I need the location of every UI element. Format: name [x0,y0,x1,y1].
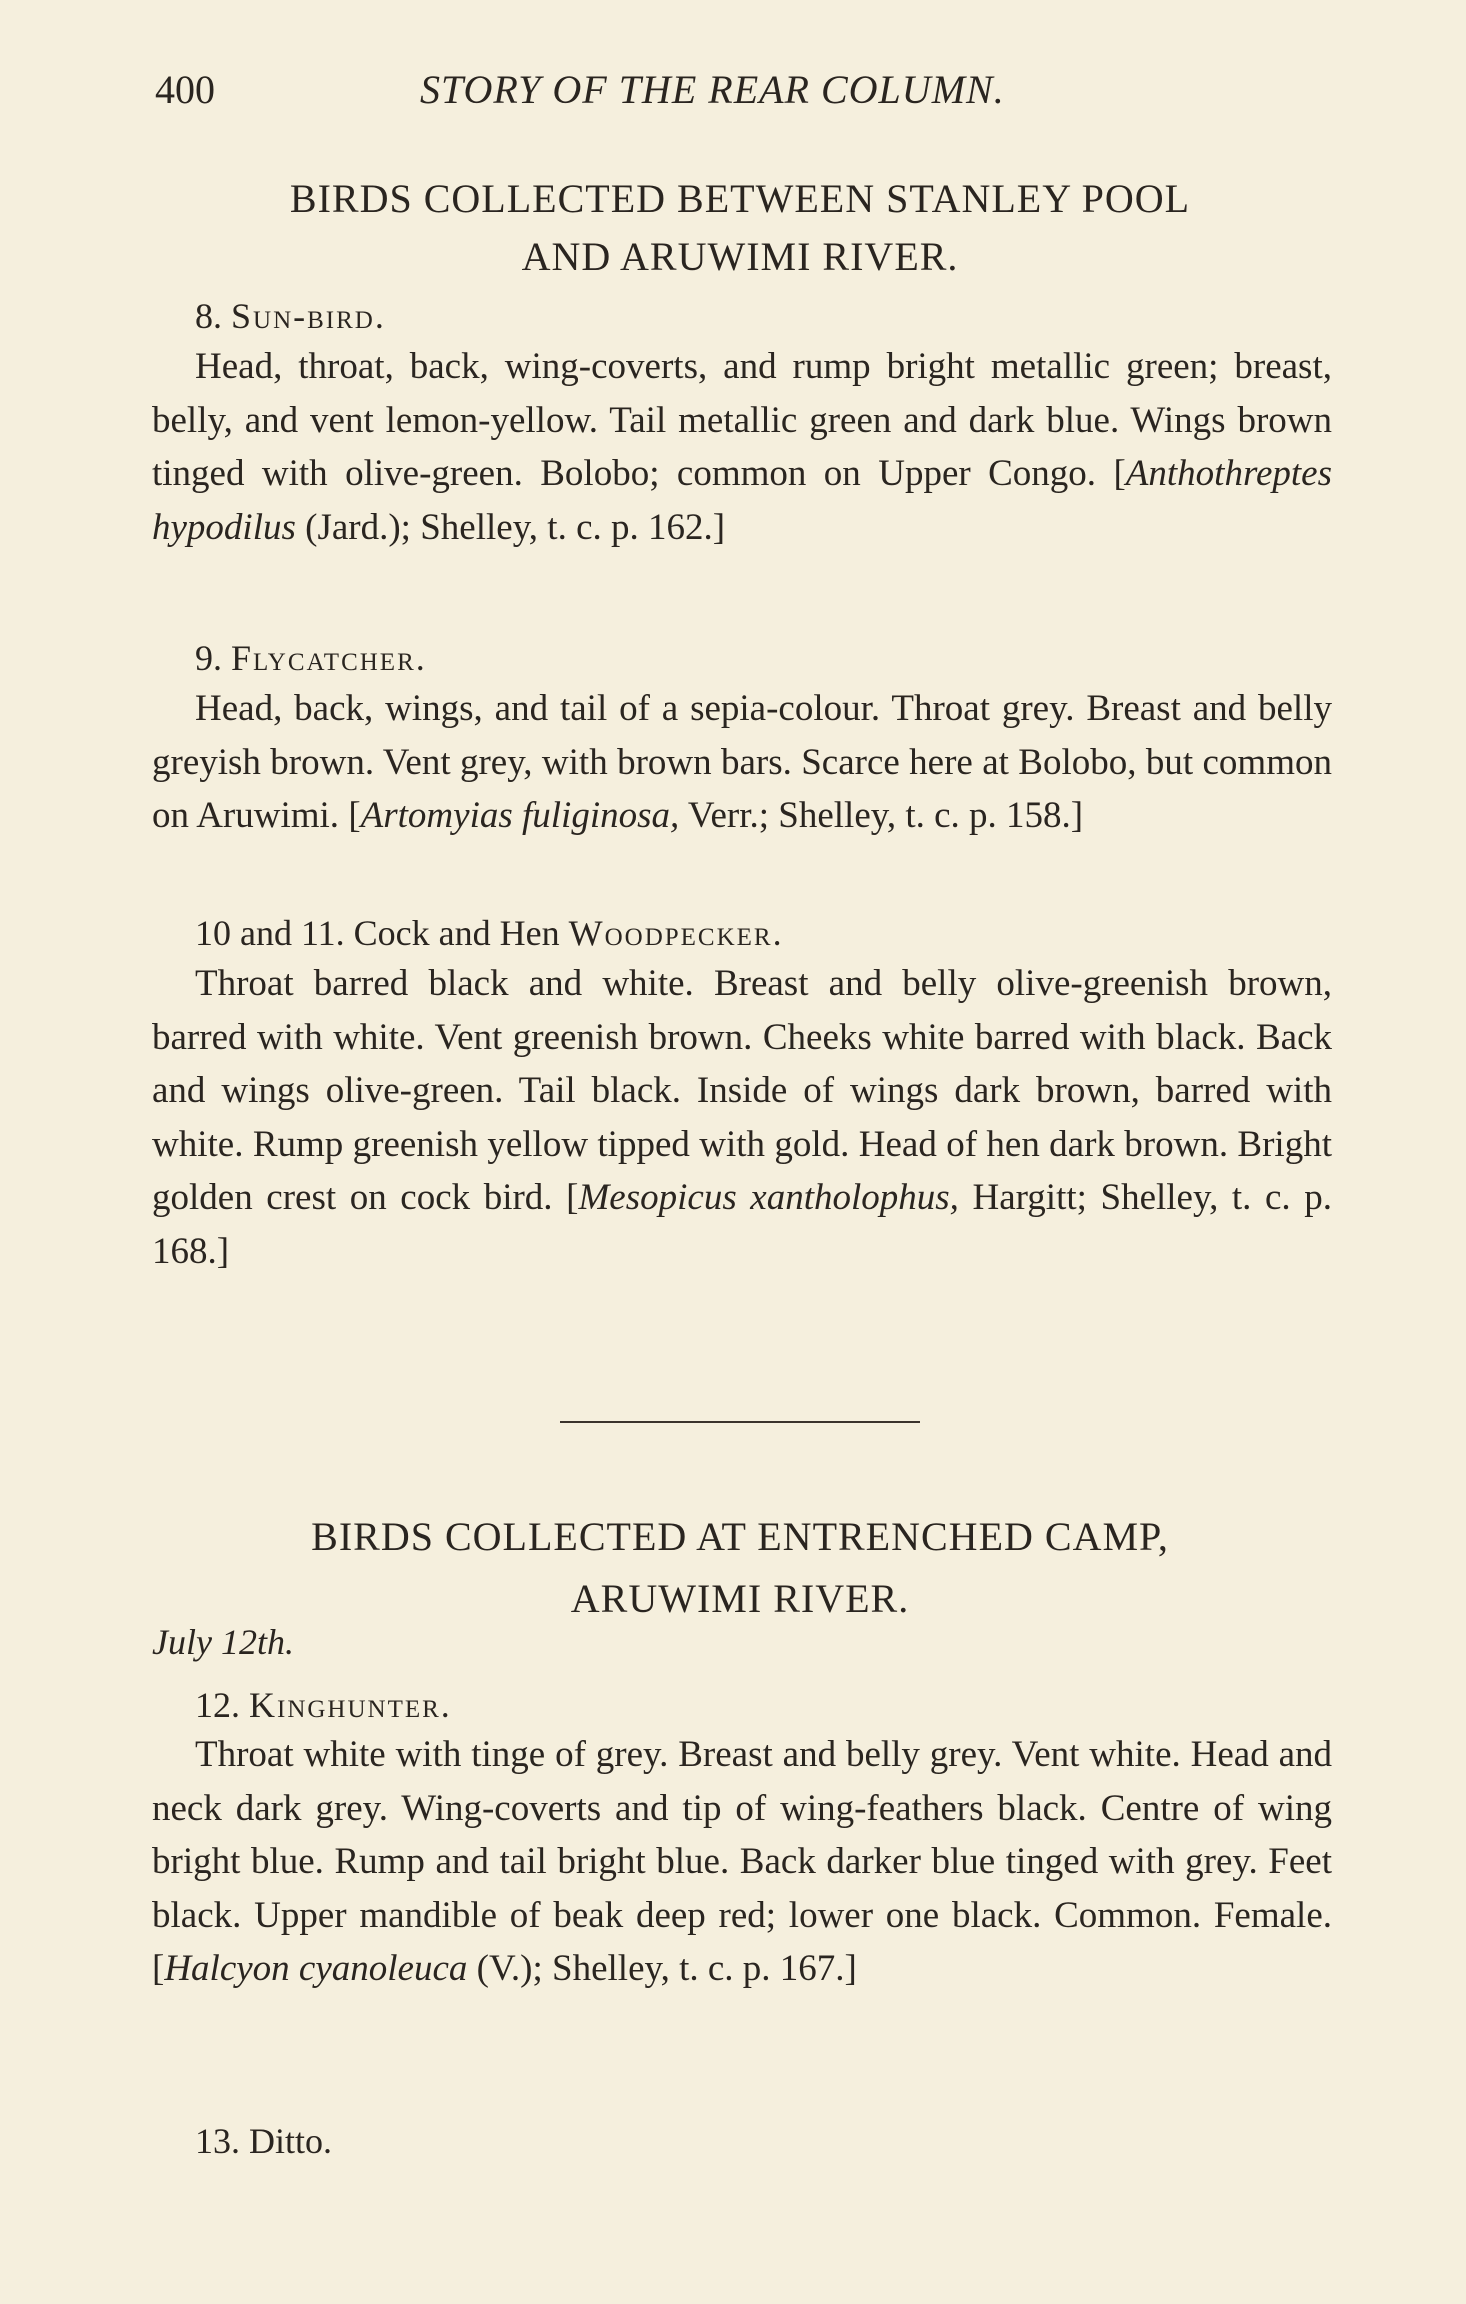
entry-description-sun-bird: Head, throat, back, wing-coverts, and rump bright metallic green; breast, belly, and vent lemon-yellow. Tail metallic green and dark blue. Wings brown tinged with olive-green. Bolobo; common on Upper Congo. [Anthothreptes hypodilus (Jard.); Shelley, t. c. p. 162.] [152,346,1333,548]
entry-name: Ditto. [249,2121,333,2161]
section-heading-entrenched-camp [150,1506,1330,1630]
citation: (Jard.); Shelley, t. c. p. 162.] [295,506,726,548]
entry-name: Woodpecker. [568,913,784,953]
section-heading-stanley-pool [150,170,1330,286]
entry-number: 10 and 11. [195,913,345,953]
heading-line: BIRDS COLLECTED BETWEEN STANLEY POOL [289,176,1191,221]
entry-description-kinghunter: Throat white with tinge of grey. Breast and belly grey. Vent white. Head and neck dark grey. Wing-coverts and tip of wing-feathers black. Centre of wing bright blue. Rump and tail bright blue. Back darker blue tinged with grey. Feet black. Upper mandible of beak deep red; lower one black. Common. Female. [Halcyon cyanoleuca (V.); Shelley, t. c. p. 167.] [152,1734,1332,1989]
entry-description-flycatcher: Head, back, wings, and tail of a sepia-colour. Throat grey. Breast and belly greyish brown. Vent grey, with brown bars. Scarce here at Bolobo, but common on Aruwimi. [Artomyias fuliginosa, Verr.; Shelley, t. c. p. 158.] [152,688,1332,836]
description-text: Head, throat, back, wing-coverts, and rump bright metallic green; breast, belly, and vent lemon-yellow. Tail metallic green and dark blue. Wings brown tinged with olive-green. Bolobo; common on Upper Congo. [152,346,1332,494]
description-text: Throat barred black and white. Breast and belly olive-greenish brown, barred with white. Vent greenish brown. Cheeks white barred with black. Back and wings olive-green. Tail black. Inside of wings dark brown, barred with white. Rump greenish yellow tipped with gold. Head of hen dark brown. Bright golden crest on cock bird. [152,963,1332,1218]
entry-name: Sun-bird. [231,296,386,336]
collection-date: July 12th. [152,1622,294,1662]
citation: Verr.; Shelley, t. c. p. 158.] [679,795,1084,836]
heading-line: BIRDS COLLECTED AT ENTRENCHED CAMP, [311,1514,1169,1559]
entry-description-woodpecker: Throat barred black and white. Breast and belly olive-greenish brown, barred with white. Vent greenish brown. Cheeks white barred with black. Back and wings olive-green. Tail black. Inside of wings dark brown, barred with white. Rump greenish yellow tipped with gold. Head of hen dark brown. Bright golden crest on cock bird. [Mesopicus xantholophus, Hargitt; Shelley, t. c. p. 168.] [152,963,1333,1272]
entry-title-woodpecker [195,910,784,956]
citation: (V.); Shelley, t. c. p. 167.] [467,1948,857,1989]
entry-number: 12. [195,1685,240,1725]
scientific-name: Mesopicus xantholophus, [578,1177,959,1218]
entry-title-kinghunter [195,1682,452,1728]
citation: Hargitt; Shelley, t. c. p. 168.] [152,1177,1333,1272]
entry-number: 9. [195,638,222,678]
heading-line: ARUWIMI RIVER. [570,1576,910,1621]
entry-name: Kinghunter. [249,1685,452,1725]
running-title: STORY OF THE REAR COLUMN. [420,67,1005,112]
entry-title-flycatcher [195,635,427,681]
description-text: Throat white with tinge of grey. Breast and belly grey. Vent white. Head and neck dark grey. Wing-coverts and tip of wing-feathers black. Centre of wing bright blue. Rump and tail bright blue. Back darker blue tinged with grey. Feet black. Upper mandible of beak deep red; lower one black. Common. Female. [152,1734,1332,1936]
scientific-name: Halcyon cyanoleuca [164,1948,468,1989]
description-text: Head, back, wings, and tail of a sepia-colour. Throat grey. Breast and belly greyish brown. Vent grey, with brown bars. Scarce here at Bolobo, but common on Aruwimi. [152,688,1332,836]
entry-prefix: Cock and Hen [353,913,569,953]
entry-title-ditto [195,2118,332,2164]
page-number: 400 [155,67,215,112]
entry-title-sun-bird [195,293,386,339]
entry-number: 13. [195,2121,240,2161]
heading-line: AND ARUWIMI RIVER. [521,234,959,279]
section-divider [560,1421,920,1423]
scientific-name: Anthothreptes hypodilus [152,453,1333,548]
scientific-name: Artomyias fuliginosa, [360,795,680,836]
entry-number: 8. [195,296,222,336]
entry-name: Flycatcher. [231,638,427,678]
running-head [155,60,1335,120]
